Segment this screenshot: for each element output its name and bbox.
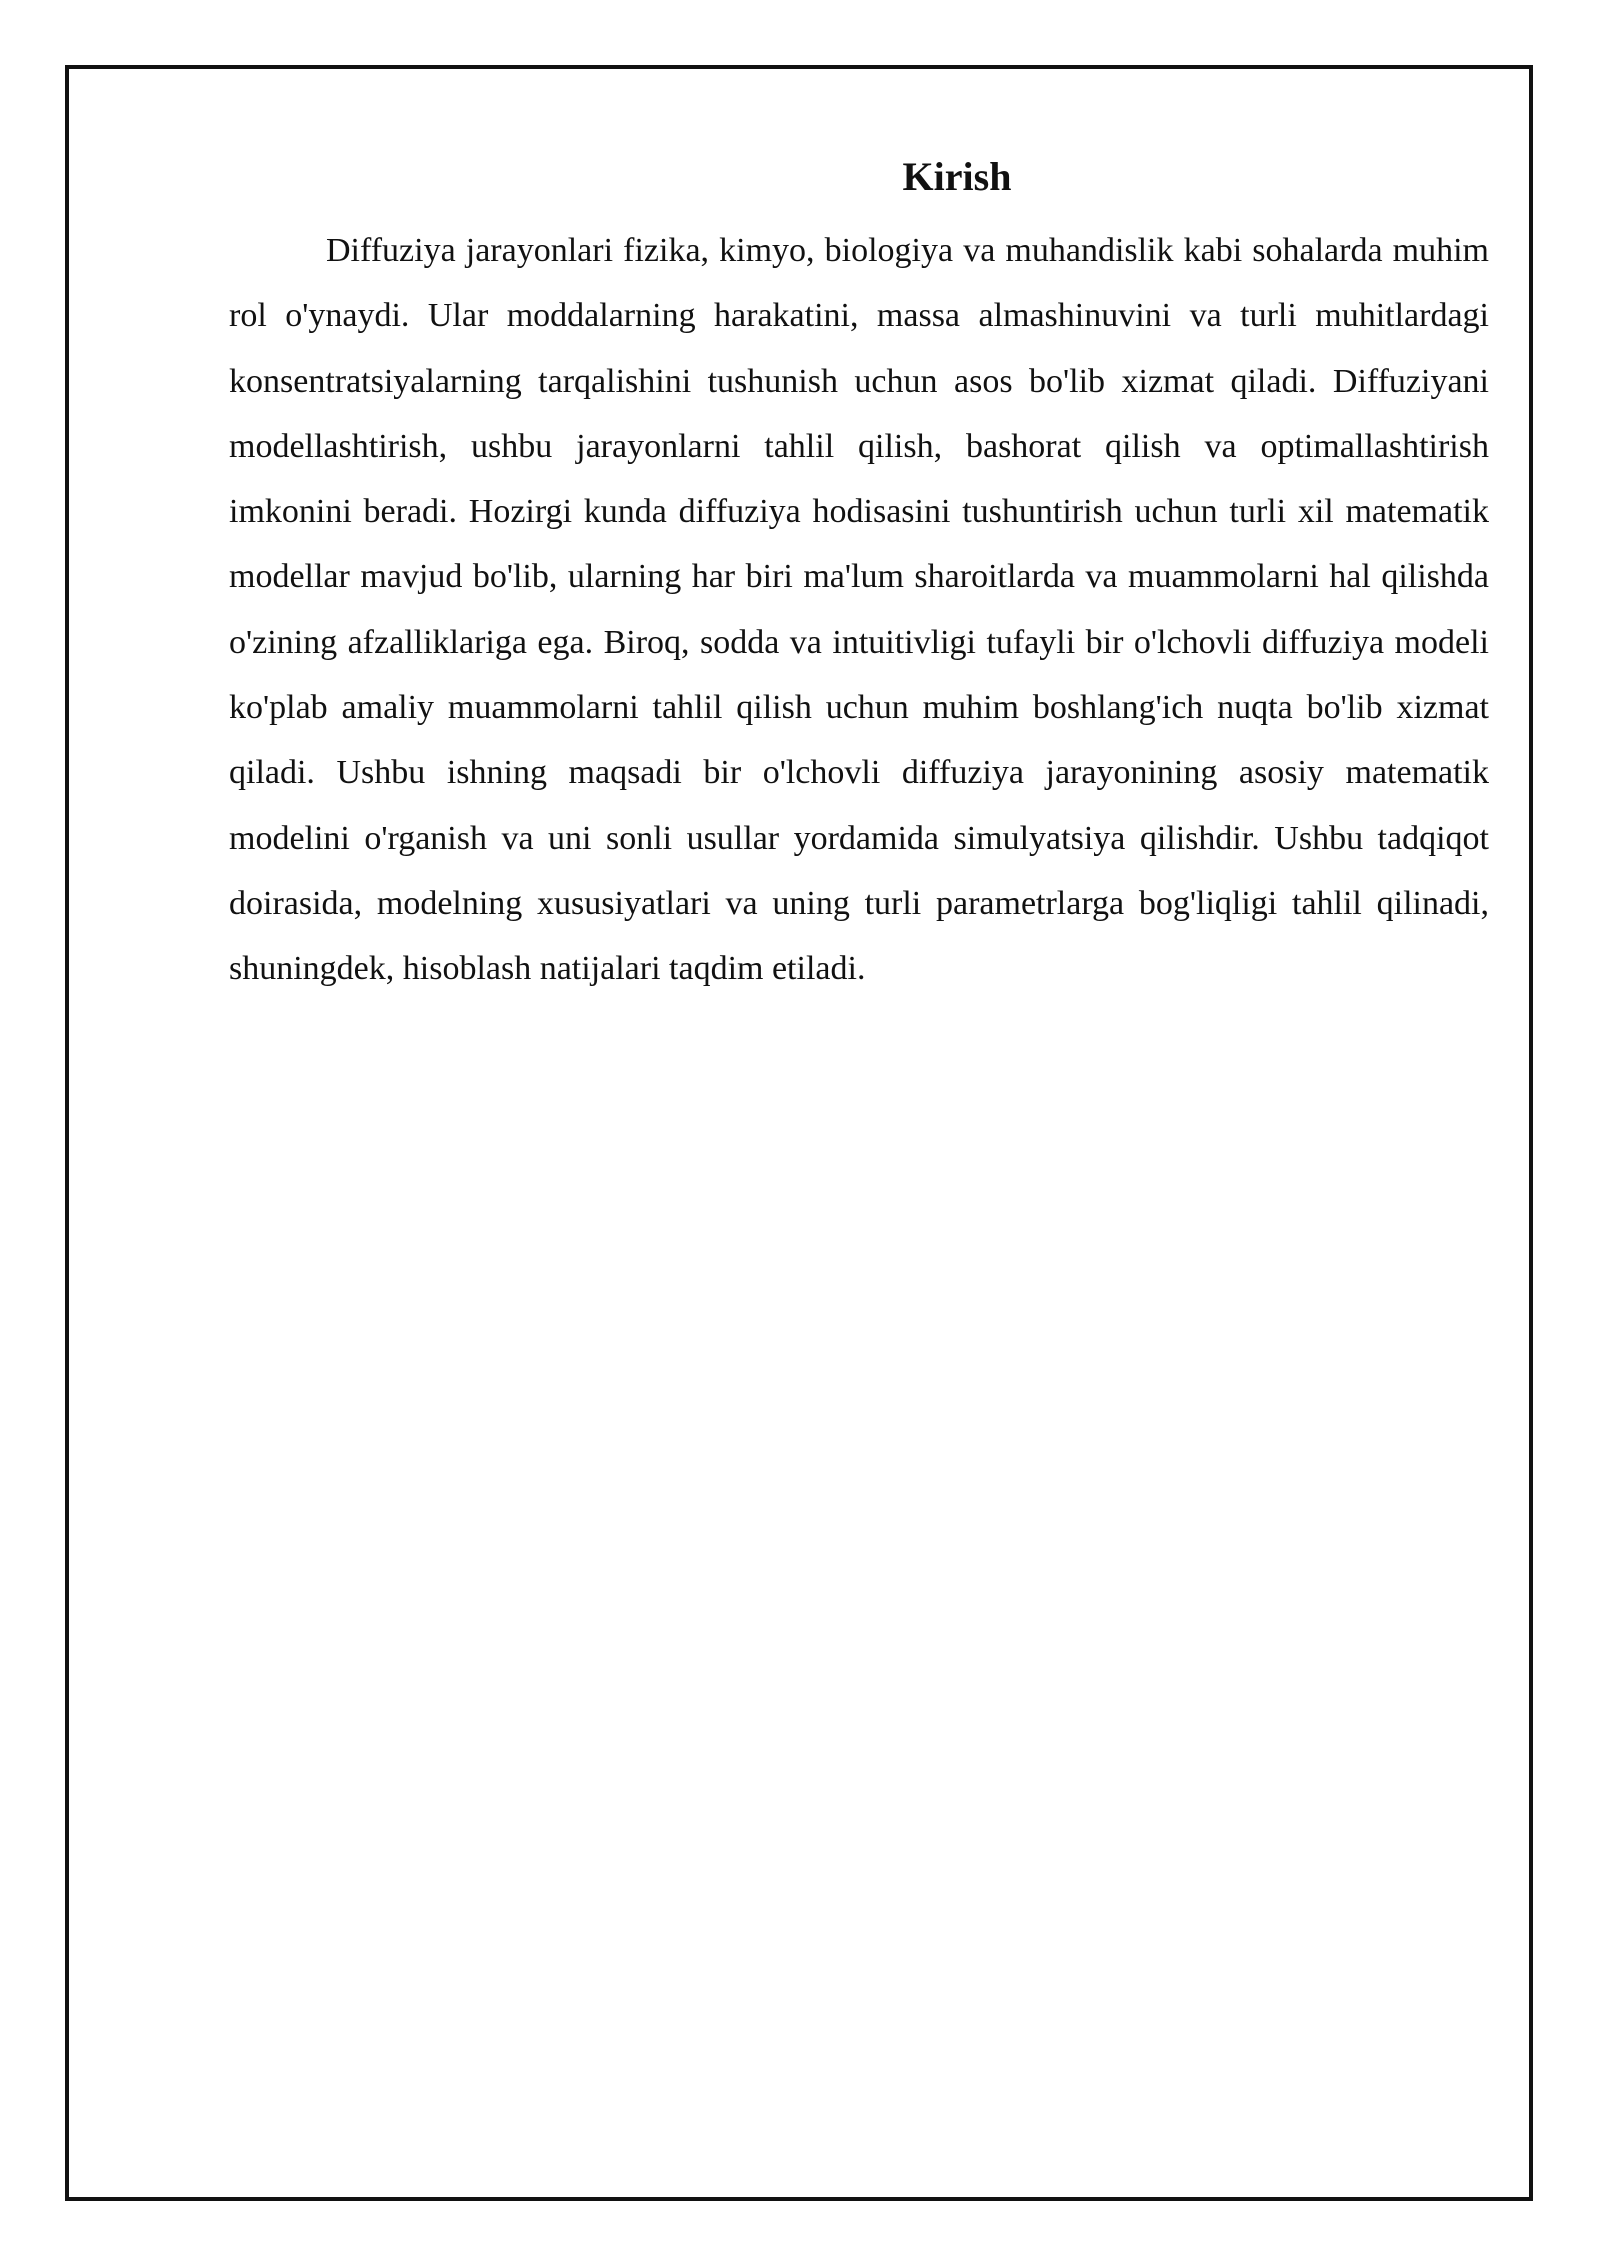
document-content (229, 150, 1489, 1002)
introduction-paragraph: Diffuziya jarayonlari fizika, kimyo, biologiya va muhandislik kabi sohalarda muhim rol o'ynaydi. Ular moddalarning harakatini, massa almashinuvini va turli muhitlardagi konsentratsiyalarning tarqalishini tushunish uchun asos bo'lib xizmat qiladi. Diffuziyani modellashtirish, ushbu jarayonlarni tahlil qilish, bashorat qilish va optimallashtirish imkonini beradi. Hozirgi kunda diffuziya hodisasini tushuntirish uchun turli xil matematik modellar mavjud bo'lib, ularning har biri ma'lum sharoitlarda va muammolarni hal qilishda o'zining afzalliklariga ega. Biroq, sodda va intuitivligi tufayli bir o'lchovli diffuziya modeli ko'plab amaliy muammolarni tahlil qilish uchun muhim boshlang'ich nuqta bo'lib xizmat qiladi. Ushbu ishning maqsadi bir o'lchovli diffuziya jarayonining asosiy matematik modelini o'rganish va uni sonli usullar yordamida simulyatsiya qilishdir. Ushbu tadqiqot doirasida, modelning xususiyatlari va uning turli parametrlarga bog'liqligi tahlil qilinadi, shuningdek, hisoblash natijalari taqdim etiladi. (229, 232, 1489, 988)
page-title: Kirish (902, 154, 1012, 199)
